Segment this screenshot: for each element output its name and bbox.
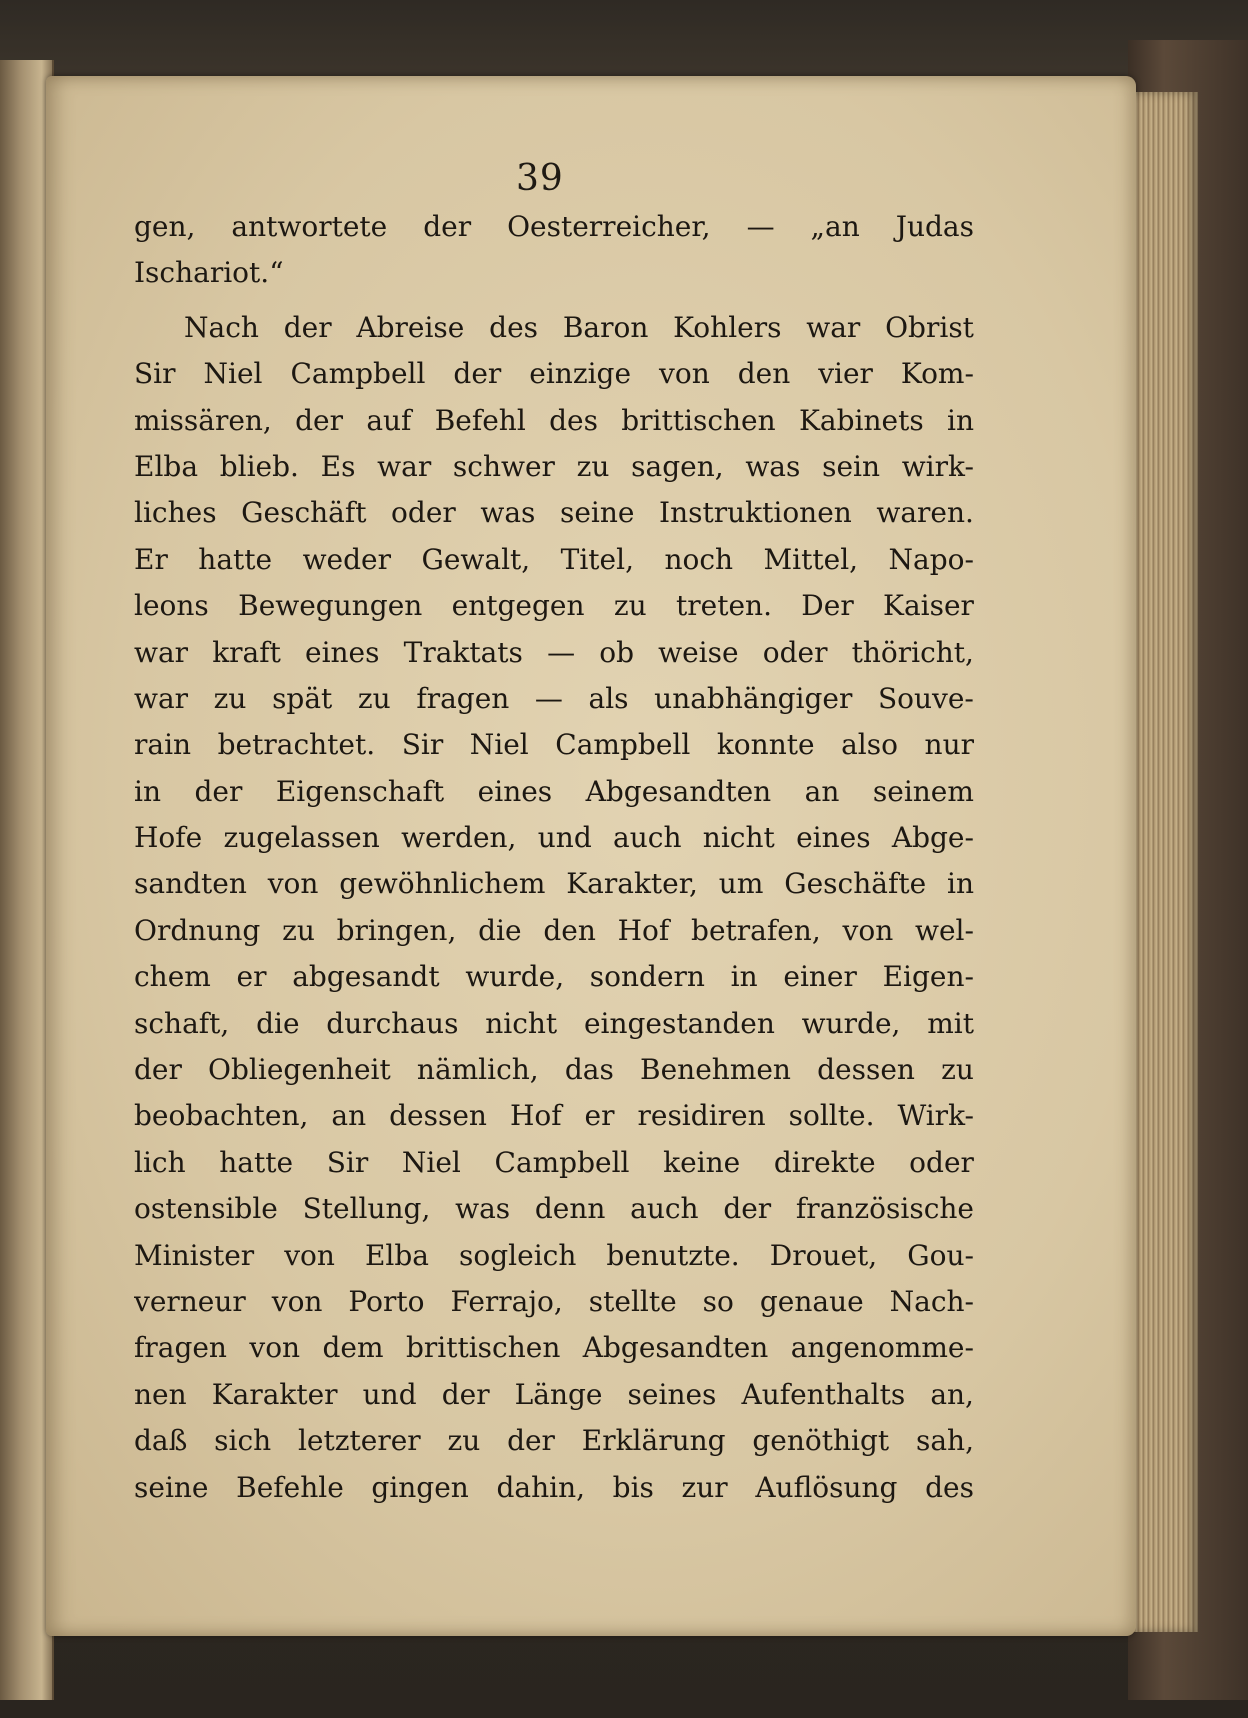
word: thöricht, <box>851 635 974 669</box>
word: Befehl <box>434 403 526 437</box>
word: Er <box>134 542 168 576</box>
text-line <box>134 250 974 296</box>
word: sondern <box>589 960 705 994</box>
word: beobachten, <box>134 1099 309 1133</box>
text-line <box>134 908 974 954</box>
word: Der <box>801 589 854 623</box>
word: um <box>718 867 764 901</box>
body-text <box>134 204 974 1511</box>
word: verneur <box>134 1284 246 1318</box>
text-line <box>134 398 974 444</box>
word: dessen <box>817 1053 915 1087</box>
text-line <box>134 490 974 536</box>
word: Campbell <box>494 1145 630 1179</box>
text-line <box>134 1233 974 1279</box>
word: Aufenthalts <box>741 1377 906 1411</box>
word: nur <box>924 728 974 762</box>
word: entgegen <box>451 589 585 623</box>
word: residiren <box>637 1099 766 1133</box>
word: hatte <box>198 542 273 576</box>
word: angenomme- <box>790 1331 974 1365</box>
text-line <box>134 1047 974 1093</box>
book-page <box>46 76 1136 1636</box>
word: sah, <box>915 1424 974 1458</box>
word: noch <box>664 542 734 576</box>
word: gewöhnlichem <box>339 867 546 901</box>
text-line <box>134 204 974 250</box>
word: brittischen <box>621 403 776 437</box>
word: bis <box>612 1470 654 1504</box>
word: Eigen- <box>882 960 974 994</box>
text-line <box>134 1418 974 1464</box>
word: denn <box>534 1192 606 1226</box>
word: Titel, <box>560 542 634 576</box>
word: Es <box>320 449 356 483</box>
word: und <box>537 821 592 855</box>
word: Befehle <box>236 1470 344 1504</box>
word: brittischen <box>405 1331 561 1365</box>
word: einzige <box>529 357 632 391</box>
word: in <box>134 774 161 808</box>
text-line <box>134 769 974 815</box>
word: wel- <box>915 913 974 947</box>
text-line <box>134 444 974 490</box>
word: Kabinets <box>798 403 924 437</box>
word: Ordnung <box>134 913 261 947</box>
word: Kaiser <box>883 589 974 623</box>
word: des <box>549 403 598 437</box>
word: „an <box>810 210 860 243</box>
word: also <box>841 728 898 762</box>
word: Geschäft <box>241 496 367 530</box>
word: Hofe <box>134 821 203 855</box>
word: sein <box>822 449 881 483</box>
word: lich <box>134 1145 186 1179</box>
word: zu <box>576 449 610 483</box>
text-line <box>134 630 974 676</box>
word: in <box>946 867 974 901</box>
word: Bewegungen <box>238 589 423 623</box>
word: wurde, <box>801 1006 901 1040</box>
word: der <box>283 310 332 344</box>
word: wirk- <box>901 449 974 483</box>
word: eingestanden <box>583 1006 775 1040</box>
word: bringen, <box>336 913 457 947</box>
word: liches <box>134 496 217 530</box>
word: Porto <box>348 1284 425 1318</box>
word: sagen, <box>631 449 724 483</box>
word: blieb. <box>219 449 299 483</box>
word: — <box>746 210 775 243</box>
word: unabhängiger <box>654 681 853 715</box>
word: genöthigt <box>752 1424 890 1458</box>
word: wurde, <box>465 960 565 994</box>
page-number: 39 <box>516 158 564 199</box>
word: stellte <box>588 1284 677 1318</box>
word: oder <box>909 1145 974 1179</box>
word: dem <box>322 1331 384 1365</box>
word: direkte <box>773 1145 876 1179</box>
word: seines <box>627 1377 717 1411</box>
word: seine <box>559 496 635 530</box>
word: zu <box>941 1053 974 1087</box>
text-line <box>134 1465 974 1511</box>
word: an <box>331 1099 367 1133</box>
word: chem <box>134 960 211 994</box>
word: des <box>925 1470 974 1504</box>
word: der <box>507 1424 555 1458</box>
word: Hof <box>509 1099 562 1133</box>
word: daß <box>134 1424 188 1458</box>
word: Nach- <box>889 1284 974 1318</box>
word: zu <box>282 913 315 947</box>
word: Niel <box>401 1145 461 1179</box>
word: Souve- <box>877 681 974 715</box>
text-line <box>134 722 974 768</box>
word: mit <box>927 1006 974 1040</box>
word: in <box>946 403 974 437</box>
word: von <box>842 913 894 947</box>
word: eines <box>477 774 553 808</box>
word: war <box>377 449 432 483</box>
word: Mittel, <box>763 542 859 576</box>
word: genaue <box>759 1284 864 1318</box>
word: weise <box>658 635 739 669</box>
word: Nach <box>184 310 259 344</box>
word: ob <box>599 635 634 669</box>
word: Benehmen <box>640 1053 791 1087</box>
word: auf <box>366 403 412 437</box>
word: auch <box>630 1192 699 1226</box>
word: an <box>804 774 840 808</box>
word: Ferrajo, <box>450 1284 563 1318</box>
word: Traktats <box>403 635 523 669</box>
word: dessen <box>389 1099 487 1133</box>
text-line <box>134 1372 974 1418</box>
word: Drouet, <box>769 1238 878 1272</box>
word: nicht <box>485 1006 558 1040</box>
word: sandten <box>134 867 247 901</box>
word: Baron <box>562 310 649 344</box>
word: nen <box>134 1377 187 1411</box>
word: der <box>723 1192 772 1226</box>
text-line <box>134 1325 974 1371</box>
word: Elba <box>134 449 199 483</box>
word: Sir <box>134 357 176 391</box>
word: Oesterreicher, <box>507 210 711 243</box>
word: der <box>423 210 472 243</box>
word: oder <box>391 496 456 530</box>
word: die <box>478 913 522 947</box>
word: seine <box>134 1470 209 1504</box>
word: eines <box>305 635 380 669</box>
word: Auflösung <box>755 1470 898 1504</box>
word: als <box>588 681 629 715</box>
word: weder <box>302 542 391 576</box>
text-line <box>134 1186 974 1232</box>
word: eines <box>796 821 871 855</box>
word: zu <box>613 589 647 623</box>
word: Sir <box>326 1145 369 1179</box>
word: nicht <box>702 821 775 855</box>
text-line <box>134 1279 974 1325</box>
word: von <box>284 1238 335 1272</box>
word: zugelassen <box>223 821 380 855</box>
word: dahin, <box>496 1470 586 1504</box>
word: war <box>134 635 189 669</box>
word: von <box>249 1331 301 1365</box>
text-line <box>134 537 974 583</box>
word: er <box>584 1099 615 1133</box>
word: so <box>702 1284 734 1318</box>
word: durchaus <box>326 1006 459 1040</box>
word: Niel <box>203 357 263 391</box>
word: leons <box>134 589 209 623</box>
word: ostensible <box>134 1192 278 1226</box>
word: antwortete <box>231 210 388 243</box>
word: konnte <box>716 728 815 762</box>
text-line <box>134 676 974 722</box>
text-line <box>134 1001 974 1047</box>
word: den <box>737 357 791 391</box>
word: der <box>134 1053 182 1087</box>
word: Judas <box>895 210 974 243</box>
word: Sir <box>401 728 444 762</box>
word: Karakter, <box>566 867 698 901</box>
word: Karakter <box>211 1377 338 1411</box>
word: nämlich, <box>416 1053 539 1087</box>
word: Abreise <box>356 310 465 344</box>
text-line <box>134 861 974 907</box>
word: sich <box>214 1424 272 1458</box>
text-line <box>134 305 974 351</box>
word: was <box>480 496 536 530</box>
word: schaft, <box>134 1006 230 1040</box>
word: Abgesandten <box>585 774 772 808</box>
word: Campbell <box>290 357 426 391</box>
word: betrachtet. <box>217 728 376 762</box>
word: benutzte. <box>606 1238 740 1272</box>
word: Abgesandten <box>582 1331 769 1365</box>
word: fragen <box>134 1331 227 1365</box>
text-line <box>134 815 974 861</box>
word: von <box>659 357 710 391</box>
word: missären, <box>134 403 272 437</box>
word: Hof <box>617 913 670 947</box>
word: — <box>547 635 576 669</box>
word: zu <box>357 681 391 715</box>
word: Ischariot.“ <box>134 256 284 290</box>
word: Abge- <box>891 821 974 855</box>
word: der <box>295 403 344 437</box>
word: keine <box>663 1145 741 1179</box>
word: treten. <box>676 589 772 623</box>
word: von <box>267 867 319 901</box>
word: Elba <box>364 1238 429 1272</box>
word: Gewalt, <box>421 542 531 576</box>
word: des <box>489 310 539 344</box>
word: Eigenschaft <box>275 774 445 808</box>
word: sogleich <box>459 1238 577 1272</box>
page-block-edge <box>1128 92 1198 1632</box>
word: auch <box>613 821 682 855</box>
word: Kohlers <box>673 310 782 344</box>
word: Niel <box>469 728 529 762</box>
word: zu <box>213 681 247 715</box>
word: spät <box>272 681 333 715</box>
word: letzterer <box>297 1424 421 1458</box>
word: kraft <box>212 635 281 669</box>
text-line <box>134 583 974 629</box>
word: Obliegenheit <box>208 1053 391 1087</box>
word: französische <box>795 1192 974 1226</box>
word: Erklärung <box>581 1424 726 1458</box>
word: Campbell <box>555 728 691 762</box>
word: einer <box>783 960 857 994</box>
word: hatte <box>219 1145 294 1179</box>
word: rain <box>134 728 192 762</box>
word: waren. <box>876 496 974 530</box>
word: der <box>194 774 243 808</box>
word: Instruktionen <box>659 496 852 530</box>
word: vier <box>818 357 873 391</box>
word: Minister <box>134 1238 255 1272</box>
word: der <box>441 1377 490 1411</box>
word: abgesandt <box>292 960 440 994</box>
word: war <box>806 310 861 344</box>
word: was <box>455 1192 511 1226</box>
word: Napo- <box>888 542 974 576</box>
word: Geschäfte <box>784 867 927 901</box>
word: und <box>362 1377 417 1411</box>
word: gen, <box>134 210 196 243</box>
word: seinem <box>872 774 974 808</box>
word: oder <box>762 635 828 669</box>
word: zu <box>447 1424 481 1458</box>
word: werden, <box>401 821 517 855</box>
word: betrafen, <box>691 913 821 947</box>
word: das <box>564 1053 614 1087</box>
word: Gou- <box>907 1238 974 1272</box>
word: fragen <box>416 681 510 715</box>
word: Obrist <box>885 310 974 344</box>
word: den <box>543 913 596 947</box>
word: sollte. <box>788 1099 875 1133</box>
word: der <box>453 357 502 391</box>
word: Länge <box>514 1377 603 1411</box>
word: — <box>534 681 563 715</box>
word: gingen <box>371 1470 469 1504</box>
word: die <box>256 1006 300 1040</box>
word: er <box>236 960 267 994</box>
text-line <box>134 351 974 397</box>
word: Wirk- <box>897 1099 974 1133</box>
text-line <box>134 1093 974 1139</box>
word: Stellung, <box>302 1192 431 1226</box>
word: in <box>730 960 758 994</box>
word: war <box>134 681 189 715</box>
word: zur <box>681 1470 728 1504</box>
word: an, <box>930 1377 974 1411</box>
text-line <box>134 1140 974 1186</box>
word: schwer <box>452 449 555 483</box>
text-line <box>134 954 974 1000</box>
word: was <box>745 449 801 483</box>
word: von <box>271 1284 323 1318</box>
word: Kom- <box>900 357 974 391</box>
